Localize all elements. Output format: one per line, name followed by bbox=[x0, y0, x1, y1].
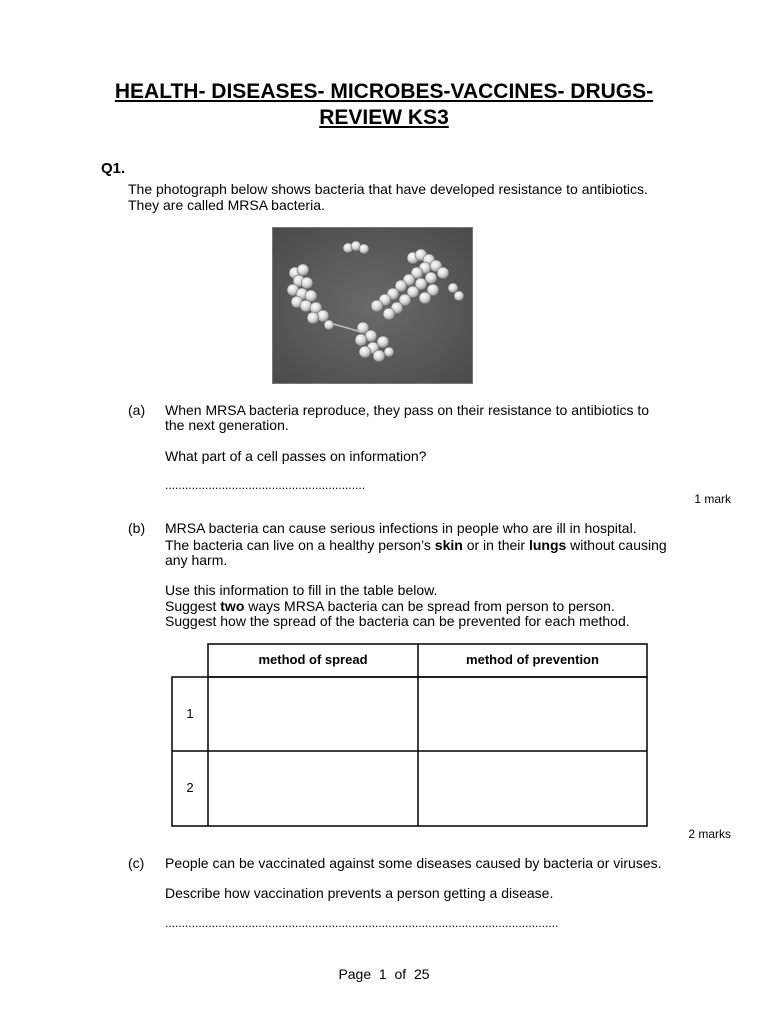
row2-prevention-cell[interactable] bbox=[419, 752, 646, 824]
lungs-bold: lungs bbox=[528, 537, 567, 553]
part-b-instruction3: Suggest how the spread of the bacteria can be prevented for each method. bbox=[165, 613, 630, 629]
page-word: Page bbox=[338, 966, 372, 982]
table-header-spread: method of spread bbox=[258, 652, 368, 667]
part-b-label: (b) bbox=[128, 520, 146, 536]
question-number: Q1. bbox=[101, 160, 126, 177]
part-a-question: What part of a cell passes on information? bbox=[165, 448, 427, 464]
instr2-a: Suggest bbox=[165, 598, 221, 614]
page-footer bbox=[0, 966, 768, 982]
row2-spread-cell[interactable] bbox=[209, 752, 417, 824]
part-b-line2-c: without causing bbox=[566, 537, 667, 553]
part-c-label: (c) bbox=[128, 855, 145, 871]
part-b-instruction2 bbox=[165, 598, 615, 614]
part-a-label: (a) bbox=[128, 402, 146, 418]
page-title: HEALTH- DISEASES- MICROBES-VACCINES- DRUGS- bbox=[114, 80, 654, 103]
part-a-text-line1: When MRSA bacteria reproduce, they pass on their resistance to antibiotics to bbox=[165, 402, 650, 418]
intro-text-line1: The photograph below shows bacteria that have developed resistance to antibiotics. bbox=[128, 181, 648, 197]
part-b-text-line3: any harm. bbox=[165, 552, 228, 568]
two-bold: two bbox=[220, 598, 245, 614]
instr2-b: ways MRSA bacteria can be spread from person to person. bbox=[244, 598, 615, 614]
part-c-text-line1: People can be vaccinated against some diseases caused by bacteria or viruses. bbox=[165, 855, 662, 871]
part-b-instruction1: Use this information to fill in the table below. bbox=[165, 582, 438, 598]
row1-spread-cell[interactable] bbox=[209, 678, 417, 750]
page-total: 25 bbox=[413, 966, 430, 982]
part-a-answer-line[interactable]: ............................................................ bbox=[165, 478, 366, 492]
part-a-text-line2: the next generation. bbox=[165, 417, 289, 433]
bacteria-image bbox=[273, 228, 473, 384]
table-row-2-number: 2 bbox=[186, 780, 194, 795]
intro-text-line2: They are called MRSA bacteria. bbox=[128, 197, 325, 213]
page-number: 1 bbox=[378, 966, 387, 982]
part-b-marks: 2 marks bbox=[688, 827, 731, 841]
part-b-line2-b: or in their bbox=[462, 537, 529, 553]
part-c-question: Describe how vaccination prevents a person getting a disease. bbox=[165, 885, 554, 901]
part-b-text-line2 bbox=[165, 537, 667, 553]
skin-bold: skin bbox=[434, 537, 463, 553]
table-header-prevention: method of prevention bbox=[466, 652, 599, 667]
of-word: of bbox=[394, 966, 407, 982]
part-b-line2-a: The bacteria can live on a healthy person’s bbox=[165, 537, 435, 553]
table-row-1-number: 1 bbox=[186, 706, 194, 721]
row1-prevention-cell[interactable] bbox=[419, 678, 646, 750]
page-title-line2: REVIEW KS3 bbox=[319, 106, 449, 129]
part-a-marks: 1 mark bbox=[694, 492, 731, 506]
part-c-answer-line[interactable]: ...................................................................................................................... bbox=[165, 916, 559, 930]
mrsa-bacteria-photo bbox=[272, 227, 473, 384]
part-b-text-line1: MRSA bacteria can cause serious infections in people who are ill in hospital. bbox=[165, 520, 637, 536]
